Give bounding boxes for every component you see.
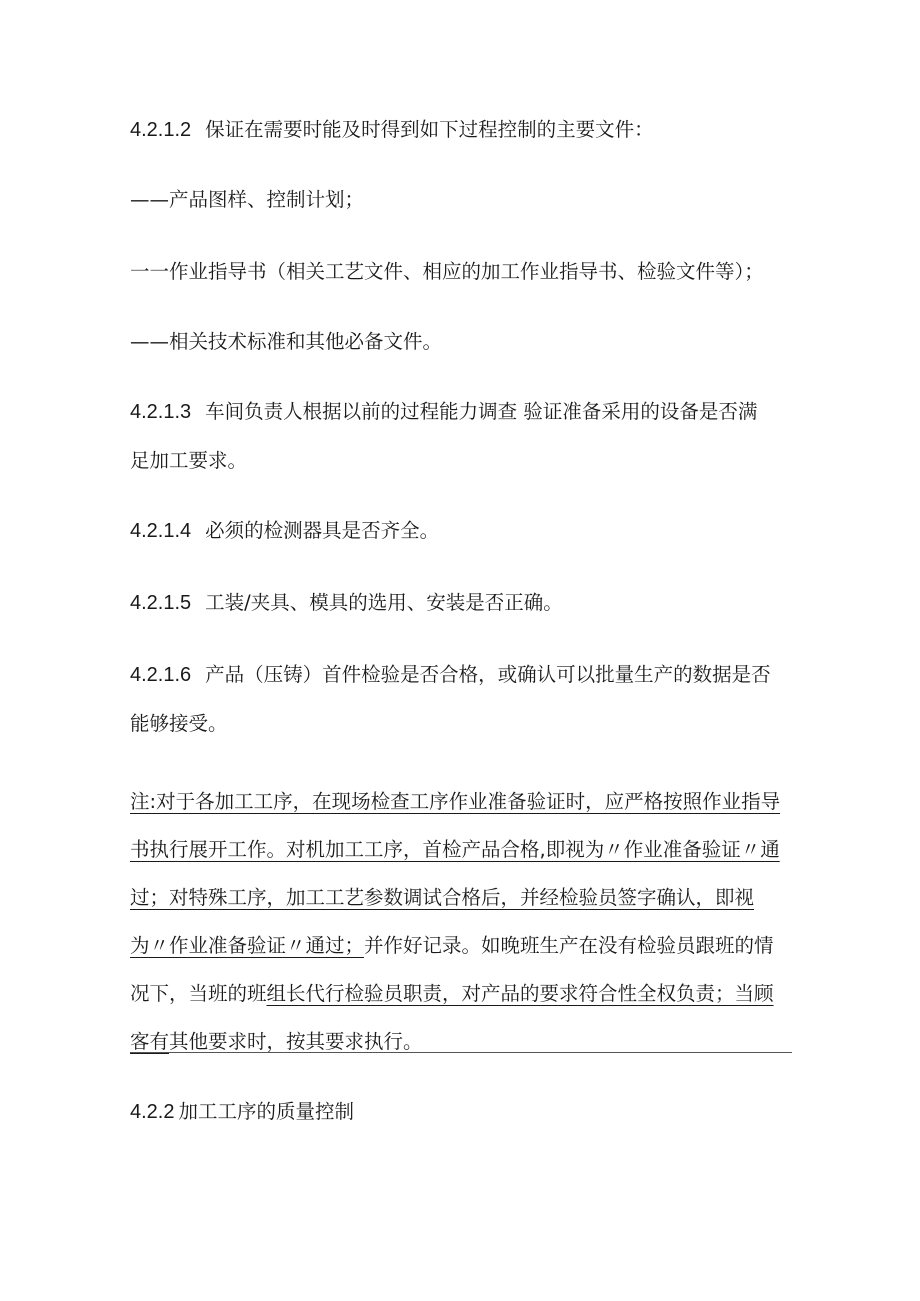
list-item: ——相关技术标准和其他必备文件。: [130, 330, 443, 353]
note-line-5: [130, 970, 795, 1018]
section-number: 4.2.1.2: [130, 119, 192, 141]
dash-item-work-instructions: [130, 253, 795, 291]
section-text: 保证在需要时能及时得到如下过程控制的主要文件：: [205, 118, 654, 141]
section-text-line2: 能够接受。: [130, 712, 228, 735]
dash-item-standards: [130, 323, 795, 361]
dash-item-drawings: [130, 181, 795, 219]
note-divider: [130, 1052, 792, 1053]
section-number: 4.2.1.3: [130, 401, 192, 423]
note-line-5-plain: 况下，当班的班: [130, 982, 267, 1005]
note-line-6-plain: 其他要求时，按其要求执行。: [169, 1030, 423, 1053]
list-item: ——产品图样、控制计划；: [130, 188, 365, 211]
section-4-2-2: [130, 1093, 795, 1131]
note-line-5-underlined: 组长代行检验员职责，对产品的要求符合性全权负责；当顾: [266, 982, 774, 1005]
section-text: 工装/夹具、模具的选用、安装是否正确。: [205, 591, 563, 614]
note-line-4-plain: 并作好记录。如晚班生产在没有检验员跟班的情: [364, 934, 774, 957]
note-line-4: [130, 922, 795, 970]
section-4-2-1-3: [130, 393, 795, 480]
section-4-2-1-6: [130, 656, 795, 743]
list-item: 一一作业指导书（相关工艺文件、相应的加工作业指导书、检验文件等）；: [130, 260, 764, 283]
note-line-4-underlined: 为〃作业准备验证〃通过；: [130, 934, 365, 957]
section-number: 4.2.1.5: [130, 592, 192, 614]
section-text: 必须的检测器具是否齐全。: [205, 519, 440, 542]
note-line-6-underlined: 客有: [130, 1030, 170, 1053]
note-line-6: [130, 1018, 795, 1066]
section-4-2-1-4: [130, 512, 795, 550]
section-4-2-1-2: [130, 111, 795, 149]
section-text-line2: 足加工要求。: [130, 449, 248, 472]
note-line-3: 过；对特殊工序，加工工艺参数调试合格后，并经检验员签字确认，即视: [130, 886, 755, 909]
section-number: 4.2.2: [130, 1101, 175, 1123]
section-text-line1: 车间负责人根据以前的过程能力调查 验证准备采用的设备是否满: [205, 400, 758, 423]
note-block: [130, 778, 795, 1066]
section-number: 4.2.1.4: [130, 520, 192, 542]
section-text-line1: 产品（压铸）首件检验是否合格，或确认可以批量生产的数据是否: [205, 663, 771, 686]
section-number: 4.2.1.6: [130, 664, 192, 686]
section-text: 加工工序的质量控制: [178, 1100, 354, 1123]
note-line-2: 书执行展开工作。对机加工工序，首检产品合格,即视为〃作业准备验证〃通: [130, 838, 780, 861]
note-line-1: 注:对于各加工工序，在现场检查工序作业准备验证时，应严格按照作业指导: [130, 790, 781, 813]
section-4-2-1-5: [130, 584, 795, 622]
